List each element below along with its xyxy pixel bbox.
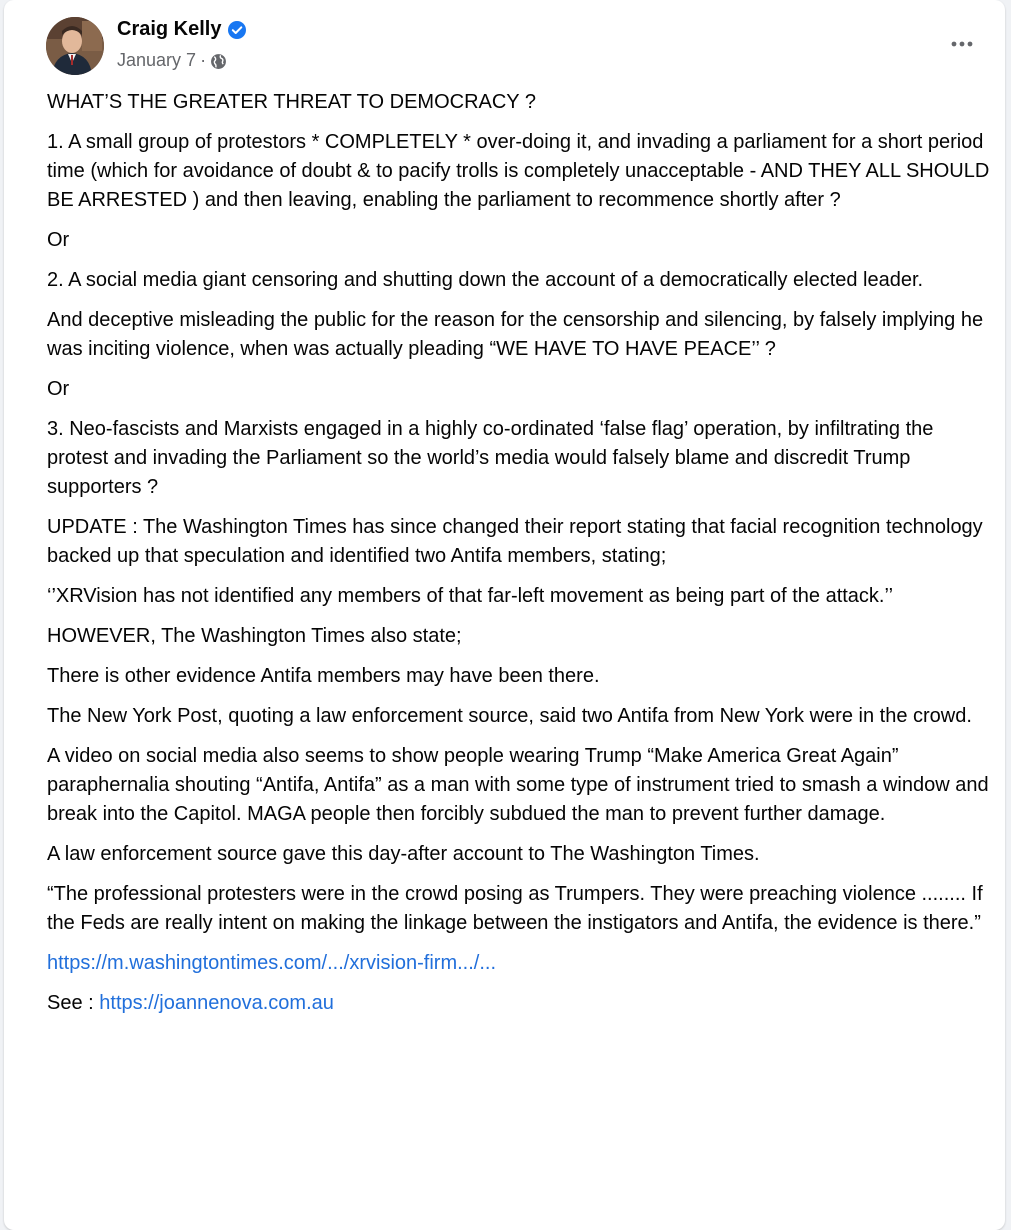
see-paragraph: [47, 989, 992, 1018]
post-paragraph: 3. Neo-fascists and Marxists engaged in a highly co-ordinated ‘false flag’ operation, by infiltrating the protest and invading the Parliament so the world’s media would falsely blame and discredit Trump supporters ?: [47, 418, 934, 498]
avatar[interactable]: [46, 17, 104, 75]
post-paragraph: A video on social media also seems to show people wearing Trump “Make America Great Again” paraphernalia shouting “Antifa, Antifa” as a man with some type of instrument tried to smash a window and break into the Capitol. MAGA people then forcibly subdued the man to prevent further damage.: [47, 745, 989, 825]
post-paragraph: And deceptive misleading the public for the reason for the censorship and silencing, by falsely implying he was inciting violence, when was actually pleading “WE HAVE TO HAVE PEACE’’ ?: [47, 309, 984, 360]
post-paragraph: The New York Post, quoting a law enforcement source, said two Antifa from New York were in the crowd.: [47, 705, 972, 727]
globe-icon[interactable]: [210, 53, 227, 70]
post-paragraph: 2. A social media giant censoring and shutting down the account of a democratically elected leader.: [47, 269, 924, 291]
author-row: [117, 18, 247, 41]
post-paragraph: HOWEVER, The Washington Times also state;: [47, 625, 462, 647]
more-options-button[interactable]: [940, 28, 984, 60]
post-date[interactable]: January 7: [117, 50, 197, 70]
post-paragraph: Or: [47, 378, 70, 400]
post-meta: [117, 50, 227, 71]
post-paragraph: ‘’XRVision has not identified any members of that far-left movement as being part of the attack.’’: [47, 585, 894, 607]
washington-times-link[interactable]: https://m.washingtontimes.com/.../xrvision-firm.../...: [47, 952, 497, 974]
post-paragraph: 1. A small group of protestors * COMPLETELY * over-doing it, and invading a parliament for a short period time (which for avoidance of doubt & to pacify trolls is completely unacceptable - AND THEY ALL SHOULD BE ARRESTED ) and then leaving, enabling the parliament to recommence shortly after ?: [47, 131, 990, 211]
see-label: See :: [47, 992, 100, 1014]
joannenova-link[interactable]: https://joannenova.com.au: [99, 992, 334, 1014]
post-paragraph: “The professional protesters were in the crowd posing as Trumpers. They were preaching violence ........ If the Feds are really intent on making the linkage between the instigators and Antifa, the evidence is there.”: [47, 883, 983, 934]
verified-badge-icon: [227, 20, 247, 40]
meta-separator: ·: [200, 50, 207, 70]
post-paragraph: There is other evidence Antifa members may have been there.: [47, 665, 600, 687]
post-body: [47, 88, 992, 1029]
post-paragraph: UPDATE : The Washington Times has since changed their report stating that facial recognition technology backed up that speculation and identified two Antifa members, stating;: [47, 516, 983, 567]
post-paragraph: A law enforcement source gave this day-after account to The Washington Times.: [47, 843, 760, 865]
author-name[interactable]: Craig Kelly: [117, 18, 222, 40]
profile-photo: [46, 17, 104, 75]
post-paragraph: WHAT’S THE GREATER THREAT TO DEMOCRACY ?: [47, 91, 536, 113]
post-card: [4, 0, 1005, 1230]
more-options-icon: [951, 41, 973, 47]
post-paragraph: Or: [47, 229, 70, 251]
link-paragraph: [47, 949, 992, 978]
